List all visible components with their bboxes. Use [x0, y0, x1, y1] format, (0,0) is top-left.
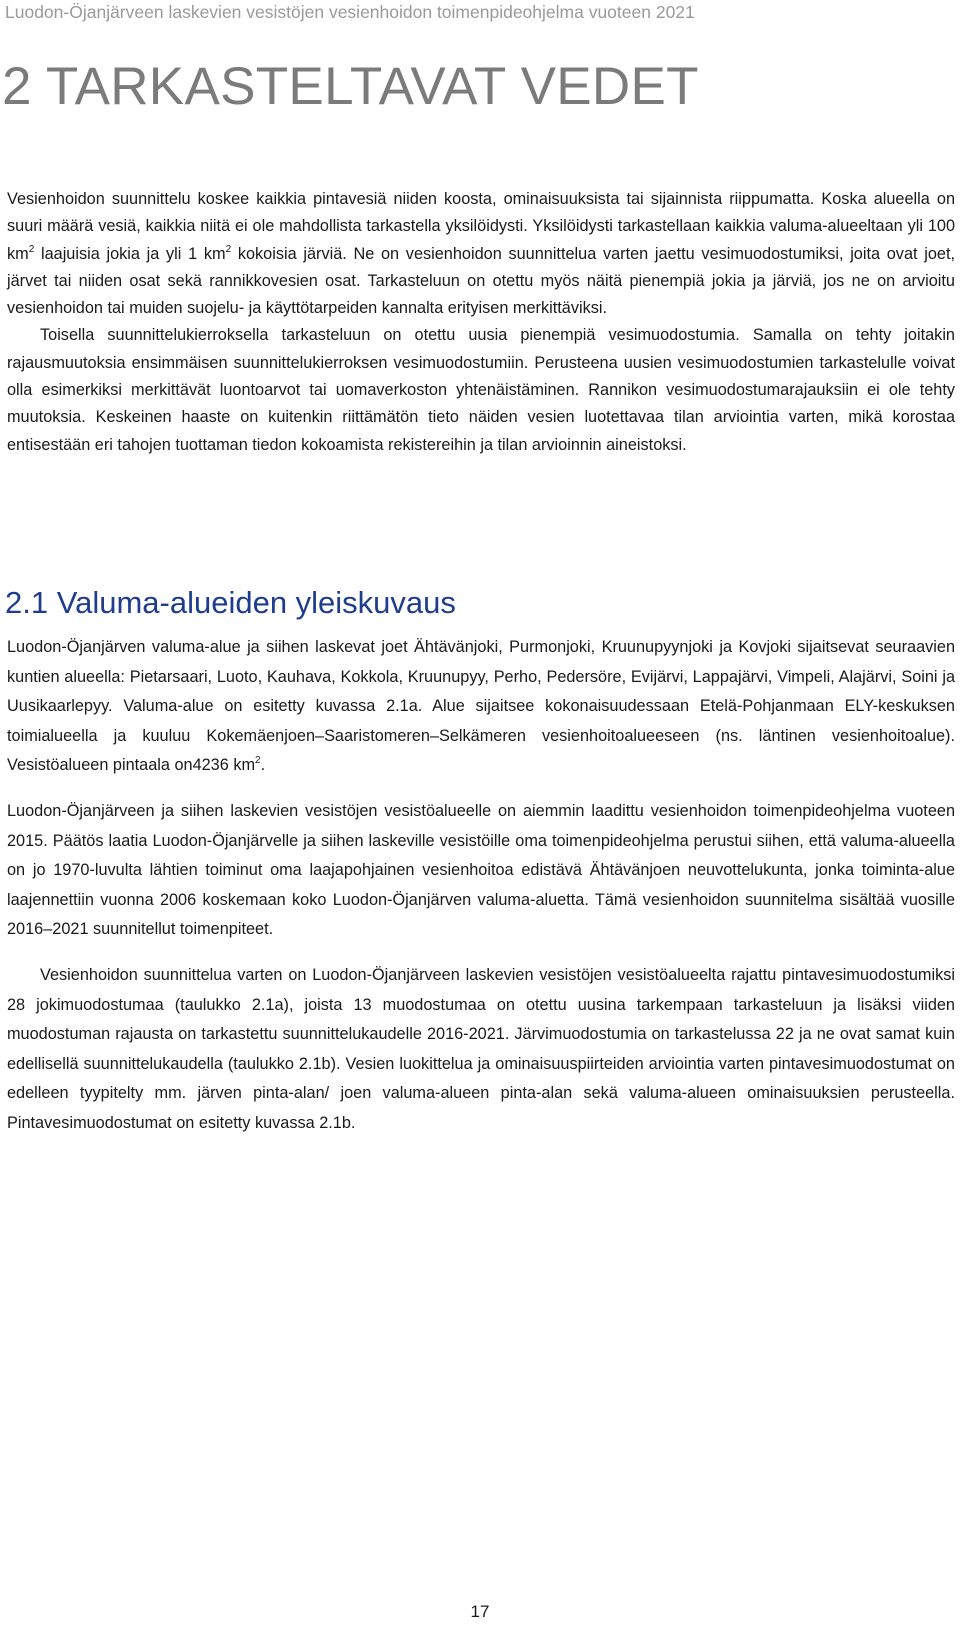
section-text	[7, 633, 955, 1139]
superscript-km2: 2	[225, 243, 232, 255]
section-paragraph-2: Luodon-Öjanjärveen ja siihen laskevien vesistöjen vesistöalueelle on aiemmin laadittu vesienhoidon toimenpideohjelma vuoteen 2015. Päätös laatia Luodon-Öjanjärvelle ja siihen laskeville vesistöille oma toimenpideohjelma perustui siihen, että valuma-alueella on jo 1970-luvulta lähtien toiminut oma laajapohjainen vesienhoitoa edistävä Ähtävänjoen neuvottelukunta, jonka toiminta-alue laajennettiin vuonna 2006 koskemaan koko Luodon-Öjanjärven valuma-aluetta. Tämä vesienhoidon suunnitelma sisältää vuosille 2016–2021 suunnitellut toimenpiteet.	[7, 801, 955, 939]
section-paragraph-1-part-a: Luodon-Öjanjärven valuma-alue ja siihen laskevat joet Ähtävänjoki, Purmonjoki, Kruunupyynjoki ja Kovjoki sijaitsevat seuraavien kuntien alueella: Pietarsaari, Luoto, Kauhava, Kokkola, Kruunupyy, Perho, Pedersöre, Evijärvi, Lappajärvi, Vimpeli, Alajärvi, Soini ja Uusikaarlepyy. Valuma-alue on esitetty kuvassa 2.1a. Alue sijaitsee kokonaisuudessaan Etelä-Pohjanmaan ELY-keskuksen toimialueella ja kuuluu Kokemäenjoen–Saaristomeren–Selkämeren vesienhoitoalueeseen (ns. läntinen vesienhoitoalue). Vesistöalueen pintaala on4236 km	[7, 638, 955, 775]
section-heading: 2.1 Valuma-alueiden yleiskuvaus	[5, 585, 456, 620]
intro-paragraph-1-part-a: Vesienhoidon suunnittelu koskee kaikkia pintavesiä niiden koosta, ominaisuuksista tai sijainnista riippumatta. Koska alueella on suuri määrä vesiä, kaikkia niitä ei ole mahdollista tarkastella yksilöidysti. Yksilöidysti tarkastellaan kaikkia valuma-alueeltaan yli 100 km	[7, 190, 955, 263]
intro-text	[7, 186, 955, 459]
page-number: 17	[470, 1602, 490, 1621]
intro-paragraph-1	[7, 186, 955, 322]
chapter-title: 2 TARKASTELTAVAT VEDET	[2, 57, 699, 116]
section-paragraph-1-part-b: .	[260, 756, 266, 775]
superscript-km2: 2	[255, 755, 261, 767]
running-header: Luodon-Öjanjärveen laskevien vesistöjen vesienhoidon toimenpideohjelma vuoteen 2021	[5, 2, 695, 22]
section-paragraph-3: Vesienhoidon suunnittelua varten on Luodon-Öjanjärveen laskevien vesistöjen vesistöalueelta rajattu pintavesimuodostumiksi 28 jokimuodostumaa (taulukko 2.1a), joista 13 muodostumaa on otettu uusina tarkempaan tarkasteluun ja lisäksi viiden muodostuman rajausta on tarkastettu suunnittelukaudelle 2016-2021. Järvimuodostumia on tarkastelussa 22 ja ne ovat samat kuin edellisellä suunnittelukaudella (taulukko 2.1b). Vesien luokittelua ja ominaisuuspiirteiden arviointia varten pintavesimuodostumat on edelleen tyypitelty mm. järven pinta-alan/ joen valuma-alueen pinta-alan sekä valuma-alueen ominaisuuksien perusteella. Pintavesimuodostumat on esitetty kuvassa 2.1b.	[7, 965, 955, 1132]
intro-paragraph-2: Toisella suunnittelukierroksella tarkasteluun on otettu uusia pienempiä vesimuodostumia. Samalla on tehty joitakin rajausmuutoksia ensimmäisen suunnittelukierroksen vesimuodostumiin. Perusteena uusien vesimuodostumien tarkastelulle voivat olla esimerkiksi merkittävät luontoarvot tai uomaverkoston yhtenäistäminen. Rannikon vesimuodostumarajauksiin ei ole tehty muutoksia. Keskeinen haaste on kuitenkin riittämätön tieto näiden vesien luotettavaa tilan arviointia varten, mikä korostaa entisestään eri tahojen tuottaman tiedon kokoamista rekistereihin ja tilan arvioinnin aineistoksi.	[7, 326, 955, 454]
intro-paragraph-1-part-c: kokoisia järviä. Ne on vesienhoidon suunnittelua varten jaettu vesimuodostumiksi, joita ovat joet, järvet tai niiden osat sekä rannikkovesien osat. Tarkasteluun on otettu myös näitä pienempiä jokia ja järviä, jos ne on arvioitu vesienhoidon tai muiden suojelu- ja käyttötarpeiden kannalta erityisen merkittäviksi.	[7, 244, 955, 318]
section-paragraph-1	[7, 633, 955, 781]
intro-paragraph-1-part-b: laajuisia jokia ja yli 1 km	[34, 244, 226, 263]
superscript-km2: 2	[28, 243, 35, 255]
